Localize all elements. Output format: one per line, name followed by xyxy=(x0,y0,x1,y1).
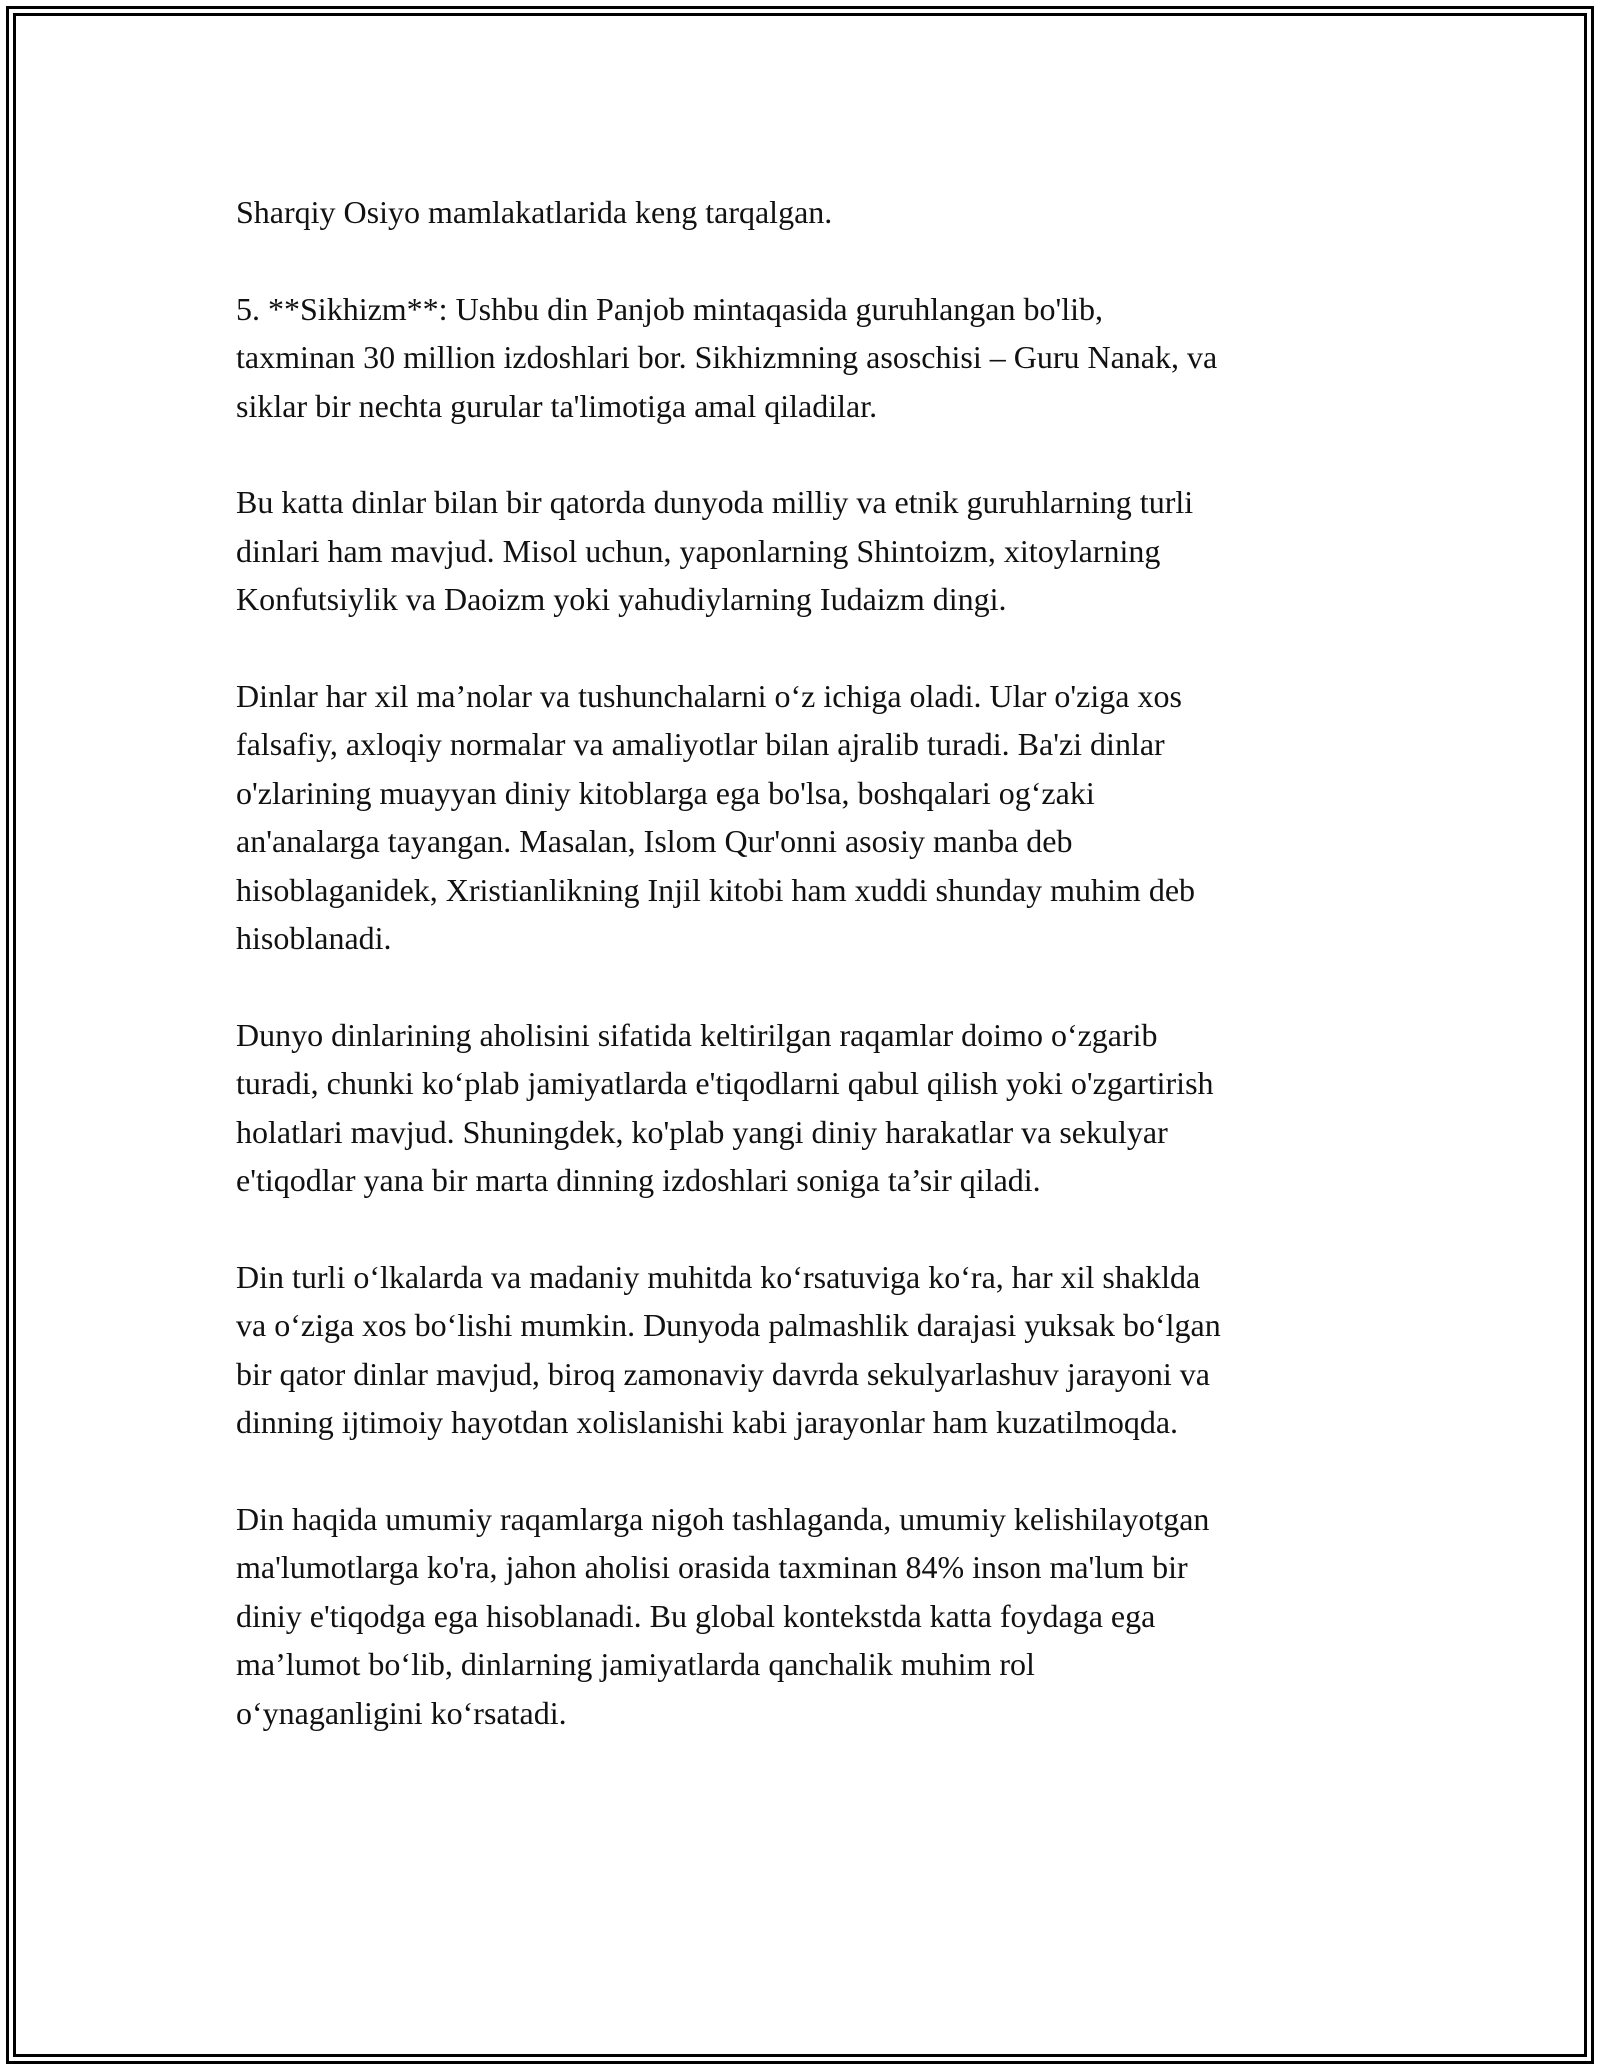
document-body xyxy=(236,188,1376,1785)
paragraph-7: Din haqida umumiy raqamlarga nigoh tashlaganda, umumiy kelishilayotgan ma'lumotlarga ko'ra, jahon aholisi orasida taxminan 84% inson ma'lum bir diniy e'tiqodga ega hisoblanadi. Bu global kontekstda katta foydaga ega ma’lumot bo‘lib, dinlarning jamiyatlarda qanchalik muhim rol o‘ynaganligini ko‘rsatadi. xyxy=(236,1500,1210,1731)
paragraph-3: Bu katta dinlar bilan bir qatorda dunyoda milliy va etnik guruhlarning turli dinlari ham mavjud. Misol uchun, yaponlarning Shintoizm, xitoylarning Konfutsiylik va Daoizm yoki yahudiylarning Iudaizm dingi. xyxy=(236,484,1194,618)
paragraph-6: Din turli o‘lkalarda va madaniy muhitda ko‘rsatuviga ko‘ra, har xil shakldа va o‘ziga xos bo‘lishi mumkin. Dunyoda palmashlik darajasi yuksak bo‘lgan bir qator dinlar mavjud, biroq zamonaviy davrda sekulyarlashuv jarayoni va dinning ijtimoiy hayotdan xolislanishi kabi jarayonlar ham kuzatilmoqda. xyxy=(236,1258,1221,1441)
paragraph-4: Dinlar har xil ma’nolar va tushunchalarni o‘z ichiga oladi. Ular o'ziga xos falsafiy, axloqiy normalar va amaliyotlar bilan ajralib turadi. Ba'zi dinlar o'zlarining muayyan diniy kitoblarga ega bo'lsa, boshqalari og‘zaki an'analarga tayangan. Masalan, Islom Qur'onni asosiy manba deb hisoblaganidek, Xristianlikning Injil kitobi ham xuddi shunday muhim deb hisoblanadi. xyxy=(236,678,1196,957)
paragraph-2: 5. **Sikhizm**: Ushbu din Panjob mintaqasida guruhlangan bo'lib, taxminan 30 million izdoshlari bor. Sikhizmning asoschisi – Guru Nanak, va siklar bir nechta gurular ta'limotiga amal qiladilar. xyxy=(236,290,1218,424)
paragraph-5: Dunyo dinlarining aholisini sifatida keltirilgan raqamlar doimo o‘zgarib turadi, chunki ko‘plab jamiyatlarda e'tiqodlarni qabul qilish yoki o'zgartirish holatlari mavjud. Shuningdek, ko'plab yangi diniy harakatlar va sekulyar e'tiqodlar yana bir marta dinning izdoshlari soniga ta’sir qiladi. xyxy=(236,1016,1214,1199)
paragraph-1: Sharqiy Osiyo mamlakatlarida keng tarqalgan. xyxy=(236,194,833,230)
